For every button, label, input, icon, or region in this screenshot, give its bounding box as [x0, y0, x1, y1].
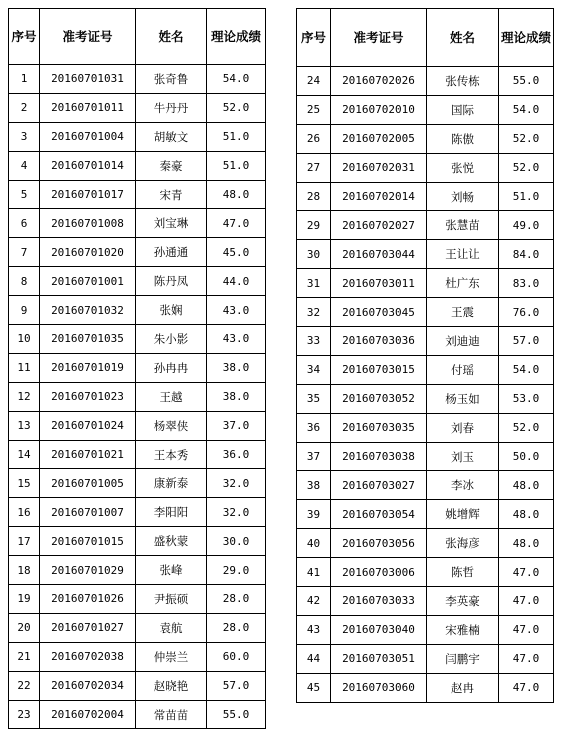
table-row [297, 355, 554, 384]
cell-name: 盛秋蒙 [136, 527, 207, 556]
cell-score: 37.0 [207, 411, 266, 440]
cell-exam-id: 20160702005 [331, 124, 427, 153]
cell-name: 刘宝琳 [136, 209, 207, 238]
cell-score: 54.0 [499, 355, 554, 384]
cell-score: 52.0 [207, 93, 266, 122]
table-row [9, 556, 266, 585]
cell-score: 84.0 [499, 240, 554, 269]
header-name: 姓名 [427, 9, 499, 67]
table-row [9, 613, 266, 642]
table-row [297, 269, 554, 298]
cell-exam-id: 20160702014 [331, 182, 427, 211]
cell-seq: 15 [9, 469, 40, 498]
table-row [297, 500, 554, 529]
cell-name: 李冰 [427, 471, 499, 500]
table-row [297, 124, 554, 153]
cell-seq: 36 [297, 413, 331, 442]
cell-exam-id: 20160702031 [331, 153, 427, 182]
cell-exam-id: 20160701020 [40, 238, 136, 267]
cell-name: 王震 [427, 298, 499, 327]
cell-seq: 39 [297, 500, 331, 529]
cell-score: 28.0 [207, 585, 266, 614]
cell-name: 杜广东 [427, 269, 499, 298]
table-row [297, 442, 554, 471]
cell-exam-id: 20160702027 [331, 211, 427, 240]
cell-exam-id: 20160703045 [331, 298, 427, 327]
cell-seq: 14 [9, 440, 40, 469]
header-name: 姓名 [136, 9, 207, 65]
header-seq: 序号 [9, 9, 40, 65]
table-row [9, 671, 266, 700]
header-row [297, 9, 554, 67]
cell-seq: 25 [297, 95, 331, 124]
cell-seq: 45 [297, 673, 331, 702]
table-row [9, 238, 266, 267]
cell-name: 刘春 [427, 413, 499, 442]
cell-exam-id: 20160701029 [40, 556, 136, 585]
cell-exam-id: 20160701026 [40, 585, 136, 614]
score-table-left [8, 8, 266, 729]
cell-score: 47.0 [207, 209, 266, 238]
cell-seq: 1 [9, 65, 40, 94]
table-row [9, 65, 266, 94]
cell-score: 48.0 [207, 180, 266, 209]
cell-seq: 28 [297, 182, 331, 211]
cell-score: 29.0 [207, 556, 266, 585]
table-row [297, 615, 554, 644]
cell-seq: 12 [9, 382, 40, 411]
cell-seq: 38 [297, 471, 331, 500]
cell-name: 牛丹丹 [136, 93, 207, 122]
cell-seq: 40 [297, 529, 331, 558]
header-score: 理论成绩 [207, 9, 266, 65]
table-row [297, 211, 554, 240]
cell-exam-id: 20160703015 [331, 355, 427, 384]
cell-score: 38.0 [207, 353, 266, 382]
cell-score: 52.0 [499, 153, 554, 182]
cell-seq: 9 [9, 296, 40, 325]
table-row [9, 180, 266, 209]
cell-name: 陈哲 [427, 558, 499, 587]
cell-score: 57.0 [207, 671, 266, 700]
cell-score: 32.0 [207, 469, 266, 498]
table-row [9, 209, 266, 238]
cell-name: 刘迪迪 [427, 327, 499, 356]
cell-score: 30.0 [207, 527, 266, 556]
cell-exam-id: 20160701031 [40, 65, 136, 94]
cell-seq: 22 [9, 671, 40, 700]
cell-score: 44.0 [207, 267, 266, 296]
cell-score: 55.0 [207, 700, 266, 729]
cell-score: 47.0 [499, 644, 554, 673]
cell-seq: 37 [297, 442, 331, 471]
cell-seq: 13 [9, 411, 40, 440]
cell-score: 54.0 [207, 65, 266, 94]
cell-exam-id: 20160701019 [40, 353, 136, 382]
cell-name: 张慧苗 [427, 211, 499, 240]
score-table-right [296, 8, 554, 703]
cell-name: 宋青 [136, 180, 207, 209]
cell-score: 50.0 [499, 442, 554, 471]
cell-score: 57.0 [499, 327, 554, 356]
table-row [9, 382, 266, 411]
cell-exam-id: 20160701001 [40, 267, 136, 296]
table-row [9, 700, 266, 729]
table-row [297, 95, 554, 124]
cell-score: 47.0 [499, 615, 554, 644]
cell-seq: 27 [297, 153, 331, 182]
cell-name: 杨翠侠 [136, 411, 207, 440]
cell-seq: 30 [297, 240, 331, 269]
table-row [297, 644, 554, 673]
table-row [9, 151, 266, 180]
table-row [9, 469, 266, 498]
cell-score: 45.0 [207, 238, 266, 267]
cell-name: 张奇鲁 [136, 65, 207, 94]
cell-score: 51.0 [207, 122, 266, 151]
cell-name: 王让让 [427, 240, 499, 269]
header-exam-id: 准考证号 [331, 9, 427, 67]
cell-name: 张悦 [427, 153, 499, 182]
cell-seq: 41 [297, 558, 331, 587]
cell-seq: 26 [297, 124, 331, 153]
cell-score: 48.0 [499, 529, 554, 558]
cell-score: 36.0 [207, 440, 266, 469]
cell-exam-id: 20160703054 [331, 500, 427, 529]
cell-exam-id: 20160703056 [331, 529, 427, 558]
cell-seq: 18 [9, 556, 40, 585]
cell-exam-id: 20160702026 [331, 67, 427, 96]
cell-exam-id: 20160702004 [40, 700, 136, 729]
cell-seq: 31 [297, 269, 331, 298]
table-row [297, 67, 554, 96]
cell-score: 60.0 [207, 642, 266, 671]
cell-score: 47.0 [499, 558, 554, 587]
cell-exam-id: 20160702010 [331, 95, 427, 124]
cell-score: 43.0 [207, 325, 266, 354]
table-row [297, 384, 554, 413]
cell-exam-id: 20160703027 [331, 471, 427, 500]
cell-exam-id: 20160701032 [40, 296, 136, 325]
cell-score: 32.0 [207, 498, 266, 527]
cell-score: 76.0 [499, 298, 554, 327]
cell-exam-id: 20160701008 [40, 209, 136, 238]
cell-seq: 16 [9, 498, 40, 527]
cell-exam-id: 20160702038 [40, 642, 136, 671]
cell-seq: 32 [297, 298, 331, 327]
cell-exam-id: 20160703006 [331, 558, 427, 587]
cell-exam-id: 20160701017 [40, 180, 136, 209]
cell-seq: 20 [9, 613, 40, 642]
cell-seq: 7 [9, 238, 40, 267]
cell-exam-id: 20160703044 [331, 240, 427, 269]
cell-name: 孙通通 [136, 238, 207, 267]
cell-name: 朱小影 [136, 325, 207, 354]
cell-seq: 21 [9, 642, 40, 671]
header-exam-id: 准考证号 [40, 9, 136, 65]
cell-name: 张传栋 [427, 67, 499, 96]
table-row [9, 353, 266, 382]
cell-score: 51.0 [499, 182, 554, 211]
cell-exam-id: 20160703035 [331, 413, 427, 442]
cell-name: 常苗苗 [136, 700, 207, 729]
cell-exam-id: 20160701005 [40, 469, 136, 498]
table-row [9, 440, 266, 469]
cell-exam-id: 20160703011 [331, 269, 427, 298]
table-row [9, 93, 266, 122]
cell-name: 张娴 [136, 296, 207, 325]
header-seq: 序号 [297, 9, 331, 67]
cell-name: 尹振硕 [136, 585, 207, 614]
header-score: 理论成绩 [499, 9, 554, 67]
cell-score: 38.0 [207, 382, 266, 411]
cell-seq: 11 [9, 353, 40, 382]
cell-score: 43.0 [207, 296, 266, 325]
cell-name: 秦豪 [136, 151, 207, 180]
table-row [297, 471, 554, 500]
cell-name: 刘玉 [427, 442, 499, 471]
cell-seq: 33 [297, 327, 331, 356]
table-row [9, 498, 266, 527]
table-row [9, 642, 266, 671]
cell-seq: 3 [9, 122, 40, 151]
cell-score: 49.0 [499, 211, 554, 240]
cell-exam-id: 20160703052 [331, 384, 427, 413]
cell-name: 张峰 [136, 556, 207, 585]
cell-name: 国际 [427, 95, 499, 124]
cell-seq: 10 [9, 325, 40, 354]
table-row [297, 153, 554, 182]
cell-seq: 44 [297, 644, 331, 673]
cell-seq: 24 [297, 67, 331, 96]
table-row [297, 298, 554, 327]
cell-seq: 6 [9, 209, 40, 238]
cell-exam-id: 20160703051 [331, 644, 427, 673]
cell-seq: 19 [9, 585, 40, 614]
cell-seq: 8 [9, 267, 40, 296]
cell-name: 张海彦 [427, 529, 499, 558]
cell-name: 宋雅楠 [427, 615, 499, 644]
cell-name: 仲崇兰 [136, 642, 207, 671]
cell-exam-id: 20160703038 [331, 442, 427, 471]
cell-exam-id: 20160701035 [40, 325, 136, 354]
table-row [297, 182, 554, 211]
cell-score: 52.0 [499, 124, 554, 153]
cell-score: 51.0 [207, 151, 266, 180]
cell-name: 陈丹凤 [136, 267, 207, 296]
cell-name: 王本秀 [136, 440, 207, 469]
cell-exam-id: 20160701007 [40, 498, 136, 527]
cell-score: 47.0 [499, 673, 554, 702]
cell-score: 83.0 [499, 269, 554, 298]
cell-exam-id: 20160701011 [40, 93, 136, 122]
cell-name: 闫鹏宇 [427, 644, 499, 673]
cell-name: 姚增辉 [427, 500, 499, 529]
table-row [9, 527, 266, 556]
table-row [9, 296, 266, 325]
cell-score: 48.0 [499, 471, 554, 500]
table-row [9, 267, 266, 296]
cell-seq: 2 [9, 93, 40, 122]
cell-exam-id: 20160703060 [331, 673, 427, 702]
cell-exam-id: 20160701004 [40, 122, 136, 151]
cell-name: 刘畅 [427, 182, 499, 211]
cell-seq: 43 [297, 615, 331, 644]
cell-score: 28.0 [207, 613, 266, 642]
cell-name: 杨玉如 [427, 384, 499, 413]
table-row [297, 529, 554, 558]
cell-exam-id: 20160701015 [40, 527, 136, 556]
cell-seq: 17 [9, 527, 40, 556]
cell-name: 康新泰 [136, 469, 207, 498]
cell-exam-id: 20160701014 [40, 151, 136, 180]
cell-seq: 4 [9, 151, 40, 180]
cell-exam-id: 20160703036 [331, 327, 427, 356]
cell-name: 李阳阳 [136, 498, 207, 527]
header-row [9, 9, 266, 65]
cell-seq: 42 [297, 587, 331, 616]
cell-name: 陈傲 [427, 124, 499, 153]
cell-exam-id: 20160703040 [331, 615, 427, 644]
cell-score: 52.0 [499, 413, 554, 442]
table-row [297, 673, 554, 702]
cell-name: 付瑶 [427, 355, 499, 384]
cell-name: 赵晓艳 [136, 671, 207, 700]
cell-exam-id: 20160701021 [40, 440, 136, 469]
cell-score: 48.0 [499, 500, 554, 529]
cell-score: 47.0 [499, 587, 554, 616]
cell-name: 李英豪 [427, 587, 499, 616]
cell-score: 55.0 [499, 67, 554, 96]
cell-seq: 29 [297, 211, 331, 240]
cell-exam-id: 20160703033 [331, 587, 427, 616]
cell-exam-id: 20160701027 [40, 613, 136, 642]
cell-seq: 35 [297, 384, 331, 413]
table-row [297, 413, 554, 442]
table-row [9, 585, 266, 614]
cell-seq: 23 [9, 700, 40, 729]
table-row [9, 122, 266, 151]
cell-name: 袁航 [136, 613, 207, 642]
table-row [297, 587, 554, 616]
cell-seq: 5 [9, 180, 40, 209]
cell-seq: 34 [297, 355, 331, 384]
cell-name: 孙冉冉 [136, 353, 207, 382]
cell-exam-id: 20160701023 [40, 382, 136, 411]
cell-name: 王越 [136, 382, 207, 411]
cell-name: 赵冉 [427, 673, 499, 702]
table-row [9, 325, 266, 354]
cell-name: 胡敏文 [136, 122, 207, 151]
cell-score: 53.0 [499, 384, 554, 413]
table-row [297, 327, 554, 356]
table-row [297, 240, 554, 269]
table-row [297, 558, 554, 587]
cell-exam-id: 20160702034 [40, 671, 136, 700]
table-row [9, 411, 266, 440]
cell-exam-id: 20160701024 [40, 411, 136, 440]
cell-score: 54.0 [499, 95, 554, 124]
